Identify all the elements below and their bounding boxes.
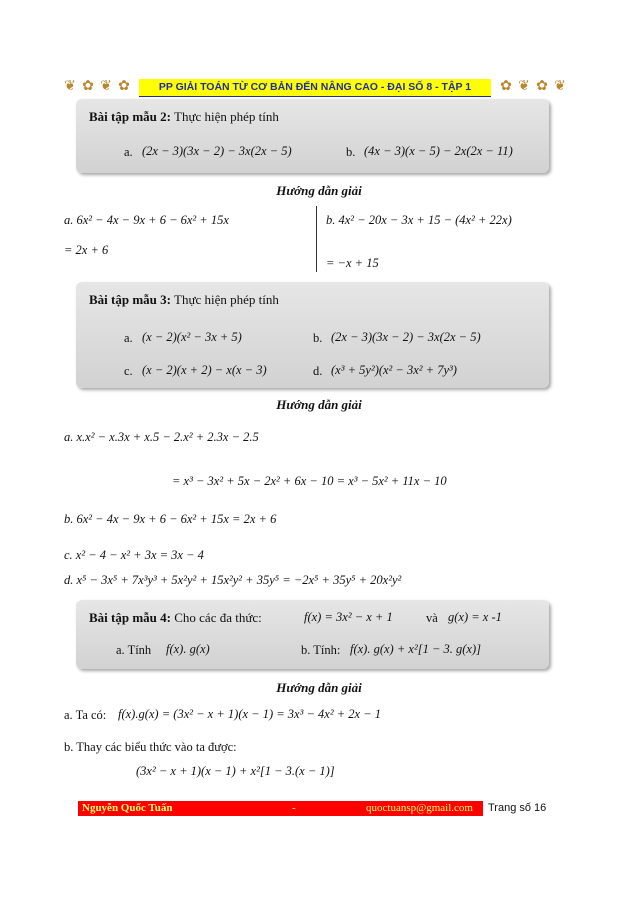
item-label: b.	[313, 331, 323, 345]
solution-line: c. x² − 4 − x² + 3x = 3x − 4	[64, 548, 204, 562]
solution-line: = 2x + 6	[64, 243, 109, 257]
floral-ornament-icon: ✿	[82, 79, 94, 94]
exercise-instruction: Cho các đa thức:	[170, 610, 262, 625]
problem-expression: f(x). g(x) + x²[1 − 3. g(x)]	[350, 642, 481, 656]
problem-expression: f(x). g(x)	[166, 642, 210, 656]
item-label: a.	[124, 145, 133, 159]
solution-heading: Hướng dẫn giải	[276, 397, 362, 412]
problem-expression: (x³ + 5y²)(x² − 3x² + 7y³)	[331, 363, 457, 377]
solution-line: b. 4x² − 20x − 3x + 15 − (4x² + 22x)	[326, 213, 512, 227]
author-email: quoctuansp@gmail.com	[366, 802, 473, 814]
exercise-3-box	[76, 282, 549, 388]
solution-text: a. Ta có:	[64, 708, 107, 722]
g-definition: g(x) = x -1	[448, 610, 502, 624]
exercise-label: Bài tập mẫu 3:	[89, 292, 171, 307]
floral-ornament-icon: ❦	[518, 79, 530, 94]
problem-expression: (2x − 3)(3x − 2) − 3x(2x − 5)	[331, 330, 481, 344]
exercise-label: Bài tập mẫu 4:	[89, 610, 171, 625]
page-number: Trang số 16	[488, 802, 547, 814]
exercise-3-title	[89, 292, 279, 308]
footer-separator: -	[292, 802, 296, 814]
f-definition: f(x) = 3x² − x + 1	[304, 610, 393, 624]
problem-expression: (x − 2)(x + 2) − x(x − 3)	[142, 363, 267, 377]
column-divider	[316, 206, 317, 272]
item-label: d.	[313, 364, 323, 378]
task-b-text: b. Tính:	[301, 643, 341, 657]
solution-line: (3x² − x + 1)(x − 1) + x²[1 − 3.(x − 1)]	[136, 764, 335, 778]
left-ornament	[62, 78, 136, 96]
solution-heading: Hướng dẫn giải	[276, 183, 362, 198]
solution-text: b. Thay các biểu thức vào ta được:	[64, 740, 237, 754]
solution-heading: Hướng dẫn giải	[276, 680, 362, 695]
exercise-2-box	[76, 99, 549, 173]
floral-ornament-icon: ❦	[64, 79, 76, 94]
conjunction: và	[426, 611, 438, 625]
floral-ornament-icon: ❦	[554, 79, 566, 94]
exercise-2-title	[89, 109, 279, 125]
exercise-4-box	[76, 600, 549, 669]
solution-line: a. 6x² − 4x − 9x + 6 − 6x² + 15x	[64, 213, 229, 227]
item-label: b.	[346, 145, 356, 159]
solution-line: f(x).g(x) = (3x² − x + 1)(x − 1) = 3x³ − 4x² + 2x − 1	[118, 707, 382, 721]
right-ornament	[498, 78, 572, 96]
solution-line: b. 6x² − 4x − 9x + 6 − 6x² + 15x = 2x + 6	[64, 512, 277, 526]
exercise-4-title	[89, 610, 262, 626]
floral-ornament-icon: ✿	[536, 79, 548, 94]
title-underline	[139, 96, 491, 97]
exercise-instruction: Thực hiện phép tính	[170, 292, 279, 307]
floral-ornament-icon: ✿	[118, 79, 130, 94]
solution-line: = −x + 15	[326, 256, 379, 270]
page-header	[62, 74, 574, 100]
item-label: a.	[124, 331, 133, 345]
problem-expression: (x − 2)(x² − 3x + 5)	[142, 330, 242, 344]
solution-line: a. x.x² − x.3x + x.5 − 2.x² + 2.3x − 2.5	[64, 430, 259, 444]
floral-ornament-icon: ❦	[100, 79, 112, 94]
exercise-label: Bài tập mẫu 2:	[89, 109, 171, 124]
exercise-instruction: Thực hiện phép tính	[170, 109, 279, 124]
solution-line: d. x⁵ − 3x⁵ + 7x³y³ + 5x²y² + 15x²y² + 35y⁵ = −2x⁵ + 35y⁵ + 20x²y²	[64, 573, 402, 587]
item-label: c.	[124, 364, 133, 378]
floral-ornament-icon: ✿	[500, 79, 512, 94]
solution-line: = x³ − 3x² + 5x − 2x² + 6x − 10 = x³ − 5x² + 11x − 10	[172, 474, 447, 488]
author-name: Nguyễn Quốc Tuấn	[82, 802, 173, 814]
book-title: PP GIẢI TOÁN TỪ CƠ BẢN ĐẾN NÂNG CAO - ĐẠI SỐ 8 - TẬP 1	[139, 79, 491, 96]
task-a-text: a. Tính	[116, 643, 152, 657]
problem-expression: (4x − 3)(x − 5) − 2x(2x − 11)	[364, 144, 513, 158]
problem-expression: (2x − 3)(3x − 2) − 3x(2x − 5)	[142, 144, 292, 158]
